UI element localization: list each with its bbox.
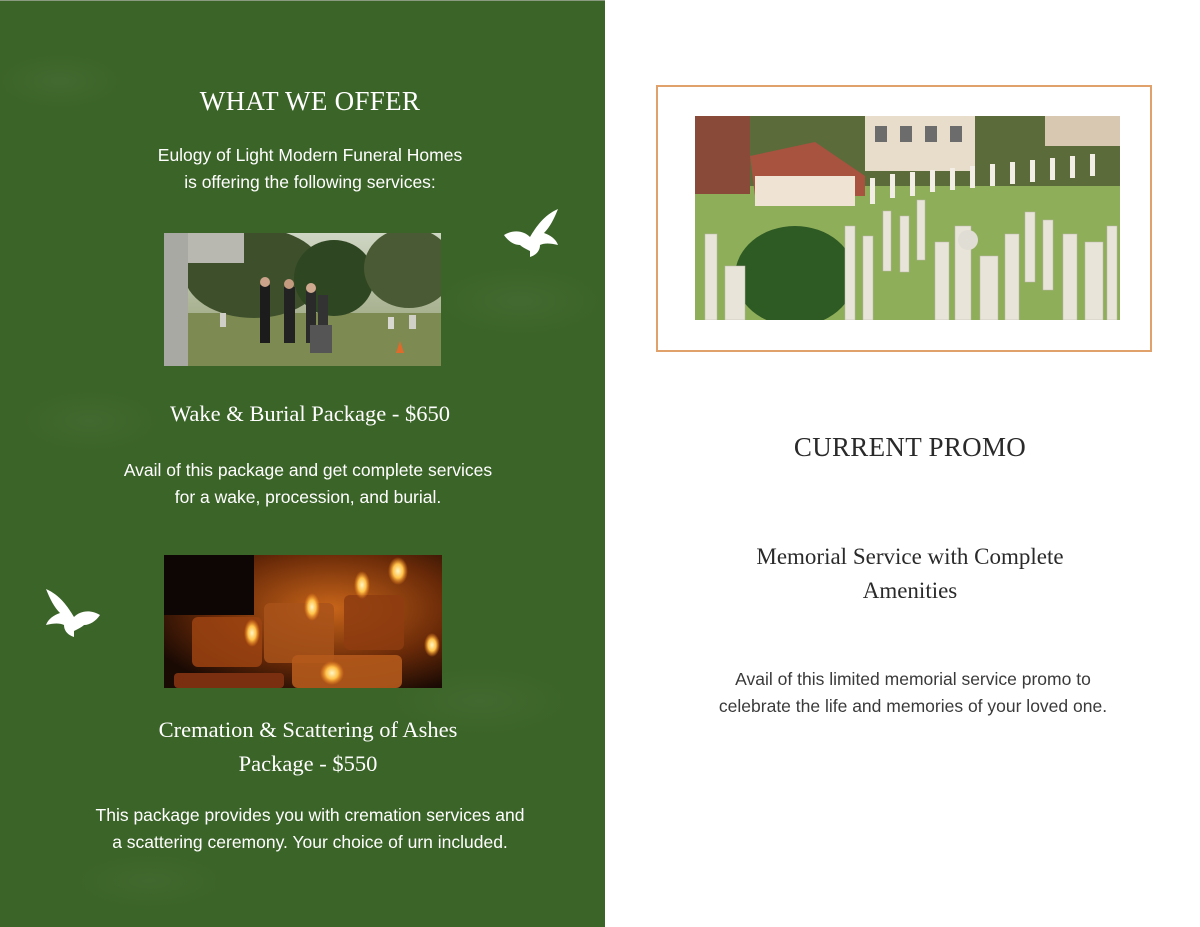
cemetery-photo <box>695 116 1120 320</box>
title-line: Package - $550 <box>238 751 378 776</box>
description-line: Avail of this package and get complete services <box>123 460 493 480</box>
cremation-package-title <box>0 713 616 781</box>
funeral-mourners-photo <box>164 233 441 366</box>
offer-intro <box>0 142 620 196</box>
wake-burial-package-title: Wake & Burial Package - $650 <box>170 401 450 426</box>
cremation-package-description <box>0 802 620 856</box>
title-line: Cremation & Scattering of Ashes <box>158 717 458 742</box>
candles-photo <box>164 555 442 688</box>
promo-description <box>610 666 1200 720</box>
subtitle-line: Amenities <box>862 578 958 603</box>
dove-icon <box>500 205 564 259</box>
description-line: Avail of this limited memorial service promo to <box>735 669 1091 689</box>
description-line: a scattering ceremony. Your choice of urn included. <box>112 832 508 852</box>
subtitle-line: Memorial Service with Complete <box>756 544 1064 569</box>
offer-intro-line: Eulogy of Light Modern Funeral Homes <box>157 145 463 165</box>
description-line: for a wake, procession, and burial. <box>174 487 442 507</box>
description-line: celebrate the life and memories of your loved one. <box>718 696 1108 716</box>
wake-burial-package-description <box>0 457 616 511</box>
promo-subtitle <box>610 540 1200 608</box>
offer-title: WHAT WE OFFER <box>199 86 421 116</box>
promo-title: CURRENT PROMO <box>793 432 1027 462</box>
offer-intro-line: is offering the following services: <box>184 172 436 192</box>
dove-icon <box>40 585 104 639</box>
description-line: This package provides you with cremation services and <box>95 805 525 825</box>
